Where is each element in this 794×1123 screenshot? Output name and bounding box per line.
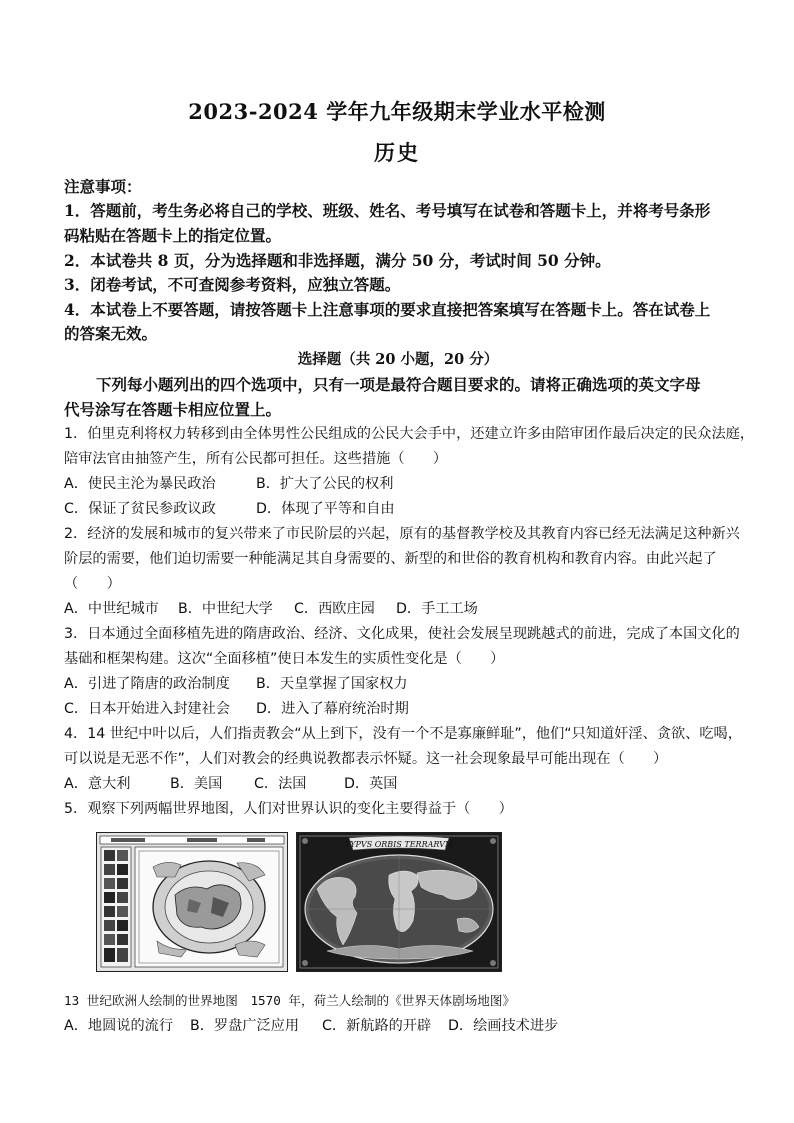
option-a[interactable]: A．意大利 (64, 776, 131, 792)
notice-item: 4．本试卷上不要答题，请按答题卡上注意事项的要求直接把答案填写在答题卡上。答在试卷上 (64, 300, 711, 319)
question-1-stem: 陪审法官由抽签产生，所有公民都可担任。这些措施（ ） (64, 451, 448, 467)
exam-subject: 历史 (374, 140, 420, 165)
option-d[interactable]: D．绘画技术进步 (448, 1018, 559, 1034)
question-1-options (64, 473, 744, 493)
option-c[interactable]: C．新航路的开辟 (322, 1018, 432, 1034)
option-c[interactable]: C．西欧庄园 (294, 601, 375, 617)
option-d[interactable]: D．手工工场 (396, 601, 478, 617)
question-2-stem: 2．经济的发展和城市的复兴带来了市民阶层的兴起，原有的基督教学校及其教育内容已经无法满足这种新兴 (64, 526, 740, 542)
medieval-world-map-image (96, 832, 288, 972)
option-c[interactable]: C．法国 (254, 776, 307, 792)
typus-orbis-terrarum-map-image (296, 832, 502, 972)
question-5-stem: 5．观察下列两幅世界地图，人们对世界认识的变化主要得益于（ ） (64, 801, 513, 817)
notice-item: 1．答题前，考生务必将自己的学校、班级、姓名、考号填写在试卷和答题卡上，并将考号条形 (64, 201, 711, 220)
question-3-stem: 3．日本通过全面移植先进的隋唐政治、经济、文化成果，使社会发展呈现跳越式的前进，完成了本国文化的 (64, 626, 740, 642)
question-2-stem: 阶层的需要，他们迫切需要一种能满足其自身需要的、新型的和世俗的教育机构和教育内容。由此兴起了 (64, 551, 717, 567)
option-a[interactable]: A．地圆说的流行 (64, 1018, 174, 1034)
question-4-stem: 4．14 世纪中叶以后，人们指责教会“从上到下，没有一个不是寡廉鲜耻”，他们“只知道奸淫、贪欲、吃喝， (64, 726, 742, 742)
option-b[interactable]: B．天皇掌握了国家权力 (256, 676, 408, 692)
section-instruction: 下列每小题列出的四个选项中，只有一项是最符合题目要求的。请将正确选项的英文字母 (96, 375, 701, 394)
map-banner-text: TYPVS ORBIS TERRARVM (344, 840, 454, 849)
exam-title: 2023-2024 学年九年级期末学业水平检测 (188, 99, 606, 124)
option-d[interactable]: D．英国 (344, 776, 398, 792)
question-5-options (64, 1015, 744, 1035)
map-caption: 13 世纪欧洲人绘制的世界地图 1570 年，荷兰人绘制的《世界天体剧场地图》 (64, 993, 516, 1008)
option-a[interactable]: A．引进了隋唐的政治制度 (64, 676, 230, 692)
question-3-options (64, 673, 744, 693)
notice-item: 2．本试卷共 8 页，分为选择题和非选择题，满分 50 分，考试时间 50 分钟。 (64, 251, 611, 270)
question-3-options (64, 698, 744, 718)
option-b[interactable]: B．罗盘广泛应用 (190, 1018, 300, 1034)
question-2-options (64, 598, 744, 618)
option-a[interactable]: A．使民主沦为暴民政治 (64, 476, 216, 492)
notice-item: 码粘贴在答题卡上的指定位置。 (64, 226, 282, 245)
option-d[interactable]: D．进入了幕府统治时期 (256, 701, 409, 717)
question-1-options (64, 498, 744, 518)
section-instruction: 代号涂写在答题卡相应位置上。 (64, 400, 282, 419)
question-3-stem: 基础和框架构建。这次“全面移植”使日本发生的实质性变化是（ ） (64, 651, 505, 667)
option-c[interactable]: C．日本开始进入封建社会 (64, 701, 230, 717)
question-4-stem: 可以说是无恶不作”，人们对教会的经典说教都表示怀疑。这一社会现象最早可能出现在（ ） (64, 751, 668, 767)
notice-item: 的答案无效。 (64, 324, 158, 343)
section-title: 选择题（共 20 小题，20 分） (297, 351, 499, 368)
option-a[interactable]: A．中世纪城市 (64, 601, 159, 617)
option-b[interactable]: B．扩大了公民的权利 (256, 476, 394, 492)
option-c[interactable]: C．保证了贫民参政议政 (64, 501, 216, 517)
notice-item: 3．闭卷考试，不可查阅参考资料，应独立答题。 (64, 275, 401, 294)
option-b[interactable]: B．中世纪大学 (178, 601, 273, 617)
question-4-options (64, 773, 744, 793)
option-d[interactable]: D．体现了平等和自由 (256, 501, 395, 517)
question-2-stem: （ ） (64, 576, 121, 592)
question-1-stem: 1．伯里克利将权力转移到由全体男性公民组成的公民大会手中，还建立许多由陪审团作最后决定的民众法庭， (64, 426, 755, 442)
option-b[interactable]: B．美国 (170, 776, 223, 792)
notice-heading: 注意事项： (64, 177, 142, 196)
